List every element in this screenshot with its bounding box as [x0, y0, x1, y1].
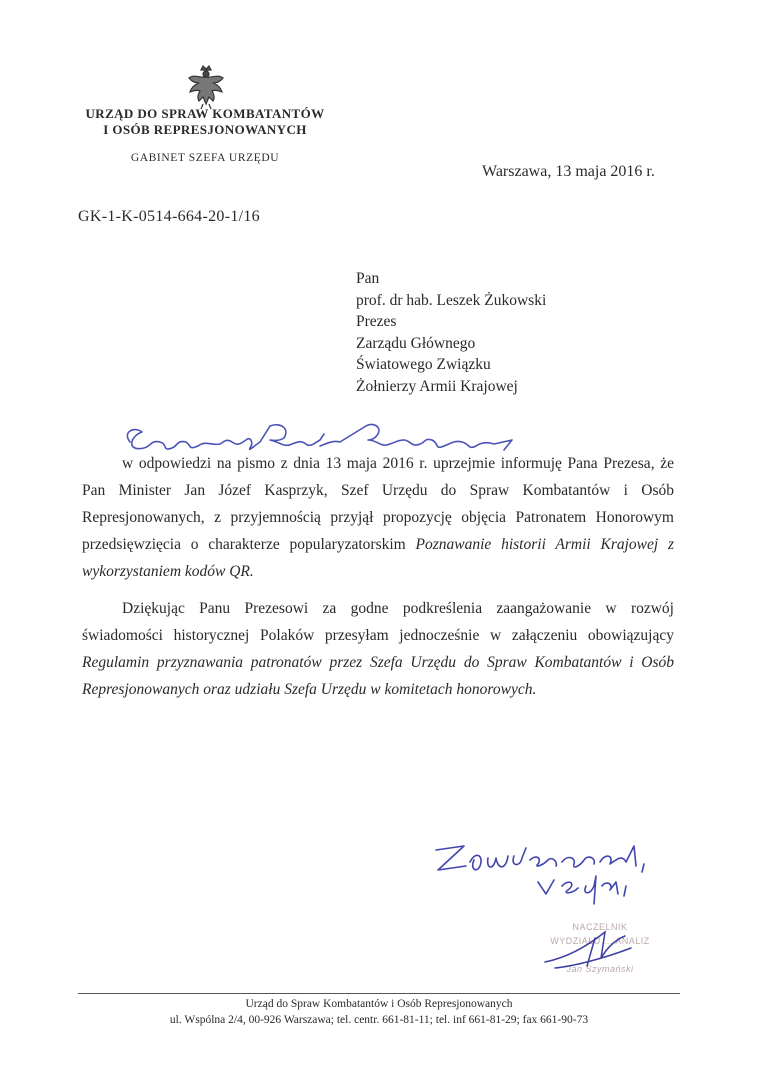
body-paragraph-1: w odpowiedzi na pismo z dnia 13 maja 2016 r. uprzejmie informuję Pana Prezesa, że Pan Minister Jan Józef Kasprzyk, Szef Urzędu do Spraw Kombatantów i Osób Represjonowanych, z przyjemnością przyjął propozycję objęcia Patronatem Honorowym przedsięwzięcia o charakterze popularyzatorskim Poznawanie historii Armii Krajowej z wykorzystaniem kodów QR.: [82, 455, 675, 580]
recipient-line: Zarządu Głównego: [356, 334, 476, 352]
org-line-1: URZĄD DO SPRAW KOMBATANTÓW: [85, 106, 325, 121]
handwritten-closing: [430, 836, 690, 916]
recipient-block: [356, 268, 546, 397]
footer-divider: [78, 993, 680, 994]
footer-address: ul. Wspólna 2/4, 00-926 Warszawa; tel. centr. 661-81-11; tel. inf 661-81-29; fax 661-90-73: [169, 1014, 589, 1026]
cabinet-name: GABINET SZEFA URZĘDU: [130, 152, 280, 164]
stamp-department: WYDZIAŁU ... ANALIZ: [550, 936, 650, 946]
letter-date: Warszawa, 13 maja 2016 r.: [482, 163, 655, 180]
footer-organization: Urząd do Spraw Kombatantów i Osób Represjonowanych: [245, 998, 513, 1010]
recipient-line: Prezes: [356, 313, 397, 330]
recipient-line: Światowego Związku: [356, 356, 491, 373]
stamp-title: NACZELNIK: [572, 922, 628, 932]
letter-body: [82, 450, 674, 703]
stamp-name: Jan Szymański: [566, 964, 634, 974]
recipient-line: Pan: [356, 270, 380, 287]
org-line-2: I OSÓB REPRESJONOWANYCH: [103, 122, 307, 137]
body-paragraph-2: Dziękując Panu Prezesowi za godne podkreślenia zaangażowanie w rozwój świadomości historycznej Polaków przesyłam jednocześnie w załączeniu obowiązujący Regulamin przyznawania patronatów przez Szefa Urzędu do Spraw Kombatantów i Osób Represjonowanych oraz udziału Szefa Urzędu w komitetach honorowych.: [82, 600, 674, 698]
regulation-title: Regulamin przyznawania patronatów przez Szefa Urzędu do Spraw Kombatantów i Osób Represjonowanych oraz udziału Szefa Urzędu w komitetach honorowych.: [82, 654, 674, 698]
reference-number: GK-1-K-0514-664-20-1/16: [78, 208, 260, 225]
organization-name: [60, 106, 350, 138]
project-title: Poznawanie historii Armii Krajowej z wykorzystaniem kodów QR.: [82, 536, 675, 580]
eagle-emblem-icon: [186, 64, 226, 110]
signature-mark: [535, 918, 645, 978]
recipient-line: prof. dr hab. Leszek Żukowski: [356, 291, 547, 309]
recipient-line: Żołnierzy Armii Krajowej: [356, 377, 518, 395]
